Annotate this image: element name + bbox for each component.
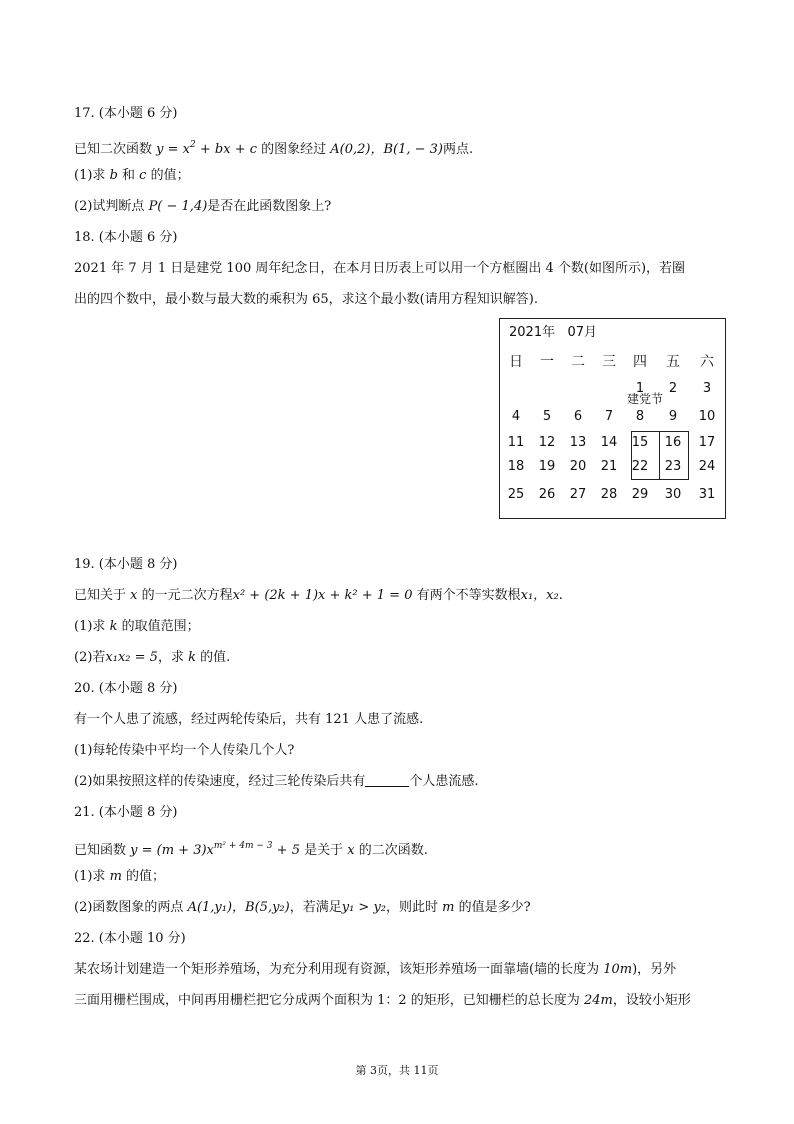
calendar-weekday: 一 bbox=[540, 354, 554, 370]
calendar-figure bbox=[499, 318, 726, 519]
q20-stem: 有一个人患了流感，经过两轮传染后，共有 121 人患了流感. bbox=[74, 712, 424, 727]
q21-stem: 已知函数 $y = (m + 3)x^{m^2 + 4m - 3} + 5$ 是关于 x 的二次函数. bbox=[74, 841, 428, 858]
calendar-day: 18 bbox=[507, 459, 525, 474]
q21-part1: (1)求 m 的值； bbox=[74, 869, 166, 884]
q18-header: 18. (本小题 6 分) bbox=[74, 230, 178, 245]
calendar-day: 17 bbox=[698, 435, 716, 450]
q17-part1: (1)求 b 和 c 的值； bbox=[74, 168, 190, 183]
calendar-weekday: 三 bbox=[602, 354, 616, 370]
calendar-day: 11 bbox=[507, 435, 525, 450]
calendar-weekday: 二 bbox=[571, 354, 585, 370]
calendar-day: 19 bbox=[538, 459, 556, 474]
q22-header: 22. (本小题 10 分) bbox=[74, 931, 186, 946]
calendar-day: 2 bbox=[668, 381, 678, 396]
calendar-title: 2021年 07月 bbox=[509, 325, 598, 340]
q19-stem: 已知关于 x 的一元二次方程x² + (2k + 1)x + k² + 1 = 0 有两个不等实数根x₁，x₂. bbox=[74, 588, 563, 603]
q18-stem-line2: 出的四个数中，最小数与最大数的乘积为 65，求这个最小数(请用方程知识解答). bbox=[74, 292, 538, 307]
answer-blank bbox=[365, 772, 409, 787]
calendar-box-vertical-divider bbox=[659, 431, 660, 480]
page-footer: 第 3页，共 11页 bbox=[355, 1064, 439, 1077]
q19-part2: (2)若x₁x₂ = 5，求 k 的值. bbox=[74, 650, 231, 665]
q18-stem-line1: 2021 年 7 月 1 日是建党 100 周年纪念日，在本月日历表上可以用一个方框圈出 4 个数(如图所示)，若圈 bbox=[74, 261, 686, 276]
q17-header: 17. (本小题 6 分) bbox=[74, 106, 178, 121]
q21-part2: (2)函数图象的两点 A(1,y₁)，B(5,y₂)，若满足y₁ > y₂，则此时 m 的值是多少? bbox=[74, 900, 531, 915]
calendar-day: 25 bbox=[507, 487, 525, 502]
calendar-day: 23 bbox=[664, 459, 682, 474]
q17-part2: (2)试判断点 P( − 1,4)是否在此函数图象上? bbox=[74, 199, 332, 214]
q19-header: 19. (本小题 8 分) bbox=[74, 557, 178, 572]
calendar-day: 31 bbox=[698, 487, 716, 502]
calendar-day: 30 bbox=[664, 487, 682, 502]
q20-part1: (1)每轮传染中平均一个人传染几个人? bbox=[74, 743, 295, 758]
calendar-day: 3 bbox=[702, 381, 712, 396]
calendar-day: 29 bbox=[631, 487, 649, 502]
calendar-day: 28 bbox=[600, 487, 618, 502]
calendar-note: 建党节 bbox=[627, 392, 664, 406]
calendar-day: 12 bbox=[538, 435, 556, 450]
calendar-day: 22 bbox=[631, 459, 649, 474]
calendar-weekday: 日 bbox=[509, 354, 523, 370]
calendar-selection-box bbox=[631, 431, 689, 480]
q22-stem-line2: 三面用栅栏围成，中间再用栅栏把它分成两个面积为 1：2 的矩形，已知栅栏的总长度为 24m，设较小矩形 bbox=[74, 993, 691, 1008]
calendar-day: 27 bbox=[569, 487, 587, 502]
calendar-weekday: 五 bbox=[666, 354, 680, 370]
calendar-day: 8 bbox=[635, 409, 645, 424]
calendar-day: 24 bbox=[698, 459, 716, 474]
calendar-day: 15 bbox=[631, 435, 649, 450]
calendar-weekday: 六 bbox=[700, 354, 714, 370]
calendar-weekday: 四 bbox=[633, 354, 647, 370]
calendar-day: 10 bbox=[698, 409, 716, 424]
q20-header: 20. (本小题 8 分) bbox=[74, 681, 178, 696]
calendar-day: 9 bbox=[668, 409, 678, 424]
calendar-day: 26 bbox=[538, 487, 556, 502]
q22-stem-line1: 某农场计划建造一个矩形养殖场，为充分利用现有资源，该矩形养殖场一面靠墙(墙的长度为 10m)，另外 bbox=[74, 962, 677, 977]
q19-part1: (1)求 k 的取值范围； bbox=[74, 619, 200, 634]
calendar-day: 1 bbox=[635, 381, 645, 396]
calendar-day: 13 bbox=[569, 435, 587, 450]
calendar-day: 7 bbox=[604, 409, 614, 424]
calendar-day: 4 bbox=[511, 409, 521, 424]
calendar-day: 16 bbox=[664, 435, 682, 450]
calendar-day: 20 bbox=[569, 459, 587, 474]
q20-part2: (2)如果按照这样的传染速度，经过三轮传染后共有 个人患流感. bbox=[74, 774, 479, 789]
calendar-day: 21 bbox=[600, 459, 618, 474]
q21-header: 21. (本小题 8 分) bbox=[74, 805, 178, 820]
calendar-day: 5 bbox=[542, 409, 552, 424]
calendar-day: 14 bbox=[600, 435, 618, 450]
q17-stem: 已知二次函数 $y = x^2$ + bx + c 的图象经过 A(0,2)，B(1, − 3)两点. bbox=[74, 140, 474, 157]
calendar-day: 6 bbox=[573, 409, 583, 424]
